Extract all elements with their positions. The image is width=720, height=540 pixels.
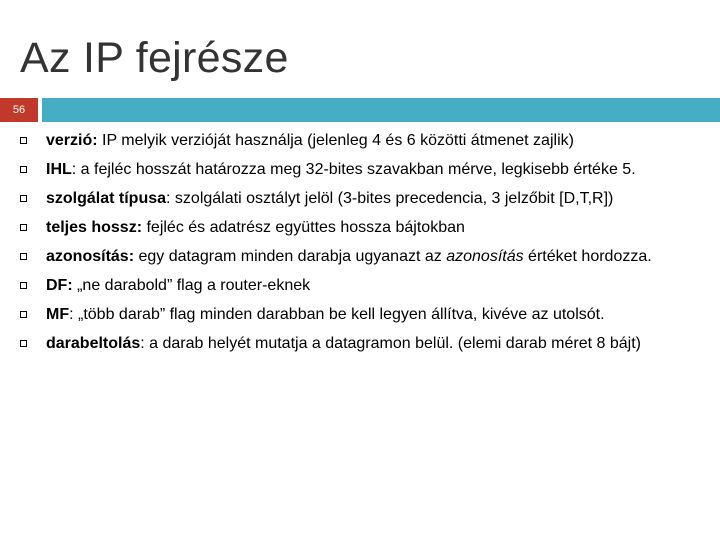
- square-bullet-icon: [20, 340, 27, 347]
- field-term: verzió:: [46, 132, 98, 149]
- square-bullet-icon: [20, 166, 27, 173]
- field-description: értéket hordozza.: [523, 248, 652, 265]
- slide-number-badge: [0, 98, 38, 122]
- field-term: IHL: [46, 161, 72, 178]
- square-bullet-icon: [20, 282, 27, 289]
- title-accent-bar: [42, 98, 720, 122]
- square-bullet-icon: [20, 195, 27, 202]
- slide-title: Az IP fejrésze: [20, 34, 289, 82]
- list-item: [20, 130, 710, 152]
- field-description-emphasis: azonosítás: [446, 248, 524, 265]
- square-bullet-icon: [20, 137, 27, 144]
- square-bullet-icon: [20, 253, 27, 260]
- bullet-list: [20, 130, 710, 362]
- field-term: darabeltolás: [46, 335, 141, 352]
- list-item: [20, 188, 710, 210]
- list-item: [20, 217, 710, 239]
- field-description: : „több darab” flag minden darabban be kell legyen állítva, kivéve az utolsót.: [69, 306, 605, 323]
- field-term: DF:: [46, 277, 73, 294]
- field-description: : a fejléc hosszát határozza meg 32-bites szavakban mérve, legkisebb értéke 5.: [71, 161, 636, 178]
- list-item: [20, 333, 710, 355]
- field-description: fejléc és adatrész együttes hossza bájtokban: [142, 219, 465, 236]
- square-bullet-icon: [20, 224, 27, 231]
- field-description: : a darab helyét mutatja a datagramon belül. (elemi darab méret 8 bájt): [140, 335, 641, 352]
- field-description: egy datagram minden darabja ugyanazt az: [134, 248, 447, 265]
- square-bullet-icon: [20, 311, 27, 318]
- list-item: [20, 159, 710, 181]
- field-description: „ne darabold” flag a router-eknek: [72, 277, 311, 294]
- field-term: szolgálat típusa: [46, 190, 167, 207]
- field-term: MF: [46, 306, 70, 323]
- list-item: [20, 304, 710, 326]
- field-term: teljes hossz:: [46, 219, 143, 236]
- list-item: [20, 246, 710, 268]
- slide-number: 56: [12, 104, 26, 116]
- field-term: azonosítás:: [46, 248, 135, 265]
- field-description: : szolgálati osztályt jelöl (3-bites precedencia, 3 jelzőbit [D,T,R]): [166, 190, 614, 207]
- list-item: [20, 275, 710, 297]
- field-description: IP melyik verzióját használja (jelenleg 4 és 6 közötti átmenet zajlik): [97, 132, 574, 149]
